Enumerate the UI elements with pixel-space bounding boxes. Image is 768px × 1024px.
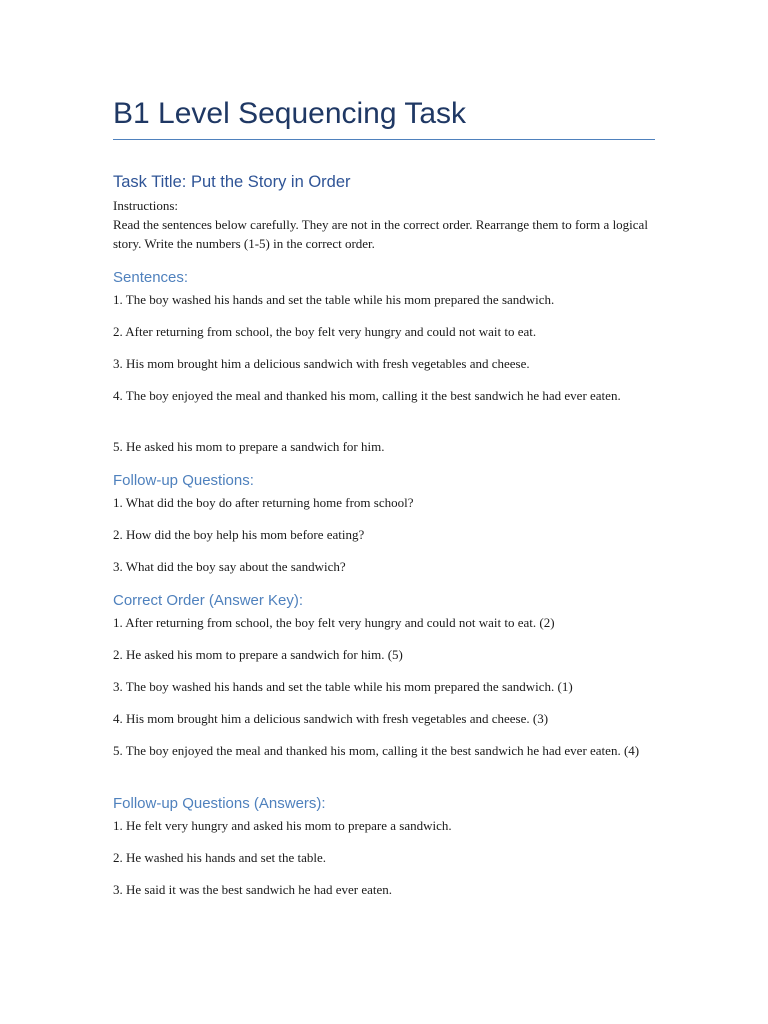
question-item: 3. What did the boy say about the sandwich? — [113, 559, 346, 574]
answer-item: 2. He washed his hands and set the table. — [113, 850, 327, 865]
document-title: B1 Level Sequencing Task — [113, 97, 467, 130]
answer-key-item: 2. He asked his mom to prepare a sandwich for him. (5) — [113, 647, 403, 662]
answer-key-item: 5. The boy enjoyed the meal and thanked his mom, calling it the best sandwich he had ever eaten. (4) — [113, 743, 640, 758]
title-underline — [113, 139, 655, 140]
answer-item: 3. He said it was the best sandwich he had ever eaten. — [113, 882, 393, 897]
task-title-heading: Task Title: Put the Story in Order — [113, 173, 351, 191]
sentences-heading: Sentences: — [113, 269, 189, 286]
follow-up-questions-heading: Follow-up Questions: — [113, 472, 254, 489]
question-item: 1. What did the boy do after returning home from school? — [113, 495, 414, 510]
answer-key-item: 1. After returning from school, the boy felt very hungry and could not wait to eat. (2) — [113, 615, 555, 630]
question-item: 2. How did the boy help his mom before eating? — [113, 527, 365, 542]
instructions-label: Instructions: — [113, 198, 178, 213]
sentence-item: 3. His mom brought him a delicious sandwich with fresh vegetables and cheese. — [113, 356, 530, 371]
answer-key-heading: Correct Order (Answer Key): — [113, 592, 304, 609]
answer-key-item: 4. His mom brought him a delicious sandwich with fresh vegetables and cheese. (3) — [113, 711, 549, 726]
answer-key-item: 3. The boy washed his hands and set the table while his mom prepared the sandwich. (1) — [113, 679, 573, 694]
instructions-text: Read the sentences below carefully. They are not in the correct order. Rearrange them to form a logical story. Write the numbers (1-5) in the correct order. — [113, 217, 648, 251]
sentence-item: 5. He asked his mom to prepare a sandwich for him. — [113, 439, 385, 454]
answers-heading: Follow-up Questions (Answers): — [113, 795, 326, 812]
sentence-item: 2. After returning from school, the boy felt very hungry and could not wait to eat. — [113, 324, 537, 339]
sentence-item: 1. The boy washed his hands and set the table while his mom prepared the sandwich. — [113, 292, 555, 307]
answer-item: 1. He felt very hungry and asked his mom to prepare a sandwich. — [113, 818, 452, 833]
sentence-item: 4. The boy enjoyed the meal and thanked his mom, calling it the best sandwich he had ever eaten. — [113, 388, 621, 403]
